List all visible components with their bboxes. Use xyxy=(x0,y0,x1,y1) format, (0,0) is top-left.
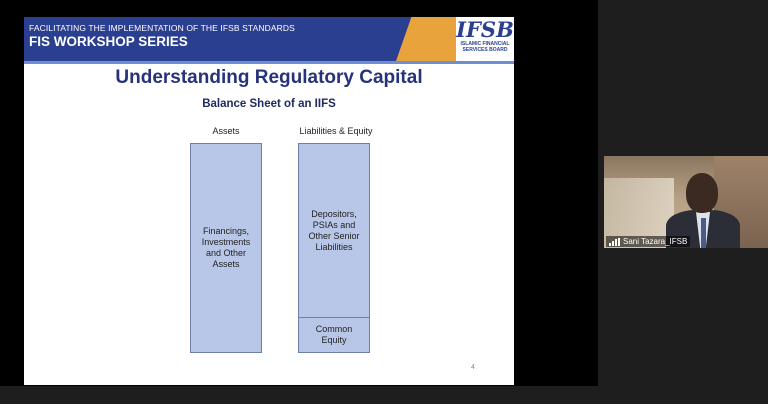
assets-box-text: Financings, Investments and Other Assets xyxy=(201,226,251,269)
banner-title: FIS WORKSHOP SERIES xyxy=(29,34,188,49)
participant-head xyxy=(686,173,718,213)
banner-divider xyxy=(24,61,514,64)
assets-heading: Assets xyxy=(212,126,240,136)
participant-name-tag xyxy=(606,236,690,247)
logo-text-line1: ISLAMIC FINANCIAL xyxy=(460,41,510,47)
ifsb-logo xyxy=(456,19,514,61)
equity-box xyxy=(298,317,370,353)
assets-box xyxy=(190,143,262,353)
participant-name: Sani Tazara_IFSB xyxy=(623,237,688,246)
participant-video-tile[interactable] xyxy=(604,156,768,248)
equity-box-text: Common Equity xyxy=(315,324,353,345)
ifsb-logo-mark: IFSB xyxy=(456,17,514,42)
banner-subtitle: FACILITATING THE IMPLEMENTATION OF THE IFSB STANDARDS xyxy=(29,23,295,33)
logo-text-line2: SERVICES BOARD xyxy=(462,47,508,53)
liabilities-heading: Liabilities & Equity xyxy=(299,126,373,136)
slide-subtitle: Balance Sheet of an IIFS xyxy=(202,98,336,110)
presentation-slide xyxy=(24,17,514,385)
signal-bars-icon xyxy=(609,238,620,246)
page-number: 4 xyxy=(471,364,475,371)
liabilities-box-text: Depositors, PSIAs and Other Senior Liabilities xyxy=(308,208,360,252)
slide-title: Understanding Regulatory Capital xyxy=(115,67,423,88)
liabilities-box xyxy=(298,143,370,318)
participant-tie xyxy=(701,218,706,248)
